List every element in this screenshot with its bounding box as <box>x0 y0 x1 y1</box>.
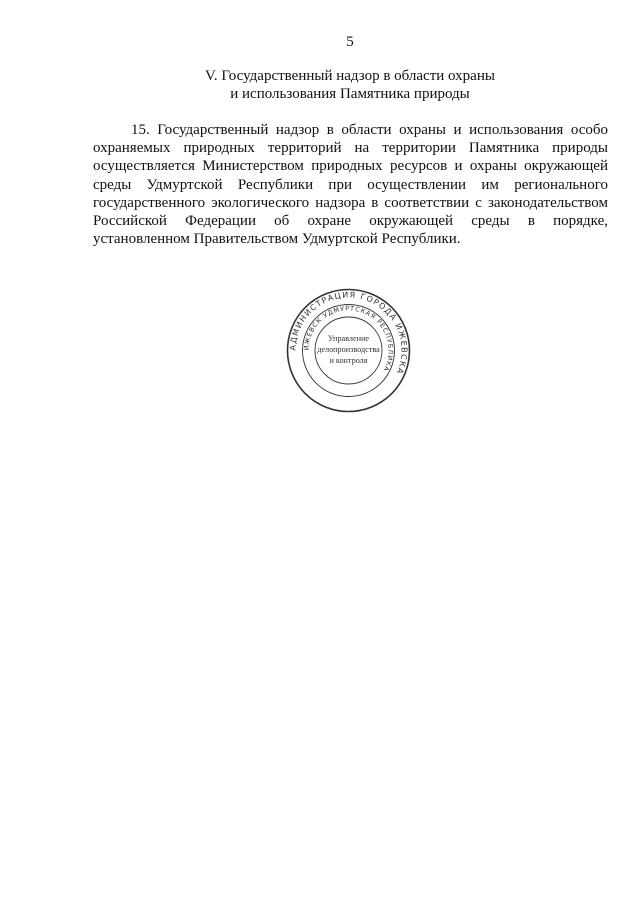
seal-outer-ring-text: АДМИНИСТРАЦИЯ ГОРОДА ИЖЕВСКА <box>288 290 409 377</box>
official-seal-stamp <box>286 288 411 413</box>
seal-inner-ring-text: ИЖЕВСК УДМУРТСКАЯ РЕСПУБЛИКА <box>302 304 395 374</box>
page-number: 5 <box>346 34 354 50</box>
section-heading-line-2: и использования Памятника природы <box>230 86 470 102</box>
paragraph-line: государственного экологического надзора в соответствии с законодательством <box>93 194 608 211</box>
section-heading-line-1: V. Государственный надзор в области охраны <box>205 68 495 84</box>
paragraph-line: 15. Государственный надзор в области охраны и использования особо <box>131 122 608 138</box>
section-heading <box>0 67 640 103</box>
paragraph-line: охраняемых природных территорий на территории Памятника природы <box>93 140 608 157</box>
paragraph-line: осуществляется Министерством природных ресурсов и охраны окружающей <box>93 158 608 175</box>
paragraph-line: Российской Федерации об охране окружающей среды в порядке, <box>93 213 608 230</box>
paragraph-line: установленном Правительством Удмуртской Республики. <box>93 231 461 248</box>
seal-center-line-3: и контроля <box>329 356 368 365</box>
seal-center-line-1: Управление <box>327 334 370 343</box>
seal-center-line-2: делопроизводства <box>317 345 380 354</box>
paragraph-15 <box>93 121 608 248</box>
paragraph-line: среды Удмуртской Республики при осуществлении им регионального <box>93 176 608 193</box>
